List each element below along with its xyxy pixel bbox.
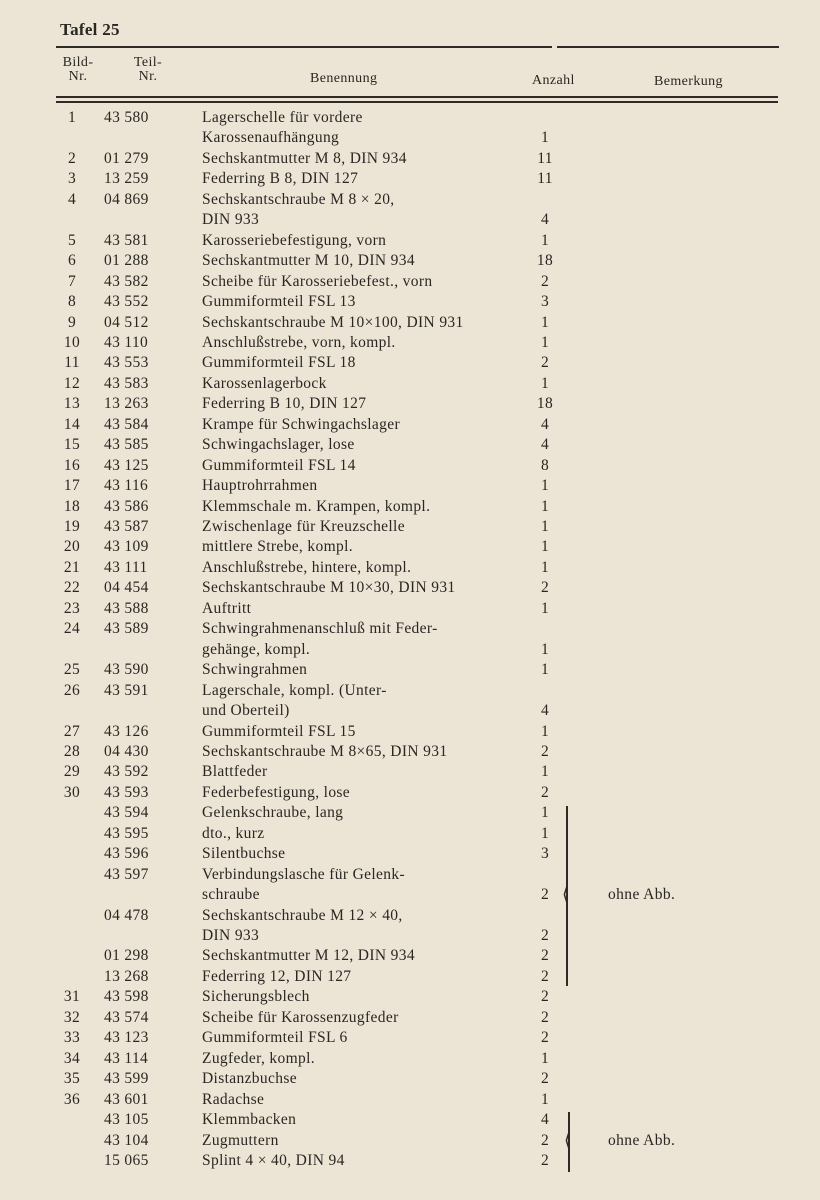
cell-benennung: Silentbuchse (202, 845, 286, 863)
header-bottom-rule (56, 96, 778, 98)
table-row (0, 803, 820, 823)
table-row (0, 456, 820, 476)
cell-bild-nr: 22 (63, 579, 81, 597)
cell-benennung: Klemmschale m. Krampen, kompl. (202, 497, 431, 515)
cell-benennung: Zugfeder, kompl. (202, 1049, 316, 1067)
cell-benennung: dto., kurz (202, 824, 265, 842)
cell-teil-nr: 43 553 (104, 354, 149, 372)
table-row (0, 353, 820, 373)
cell-bild-nr: 26 (63, 681, 81, 699)
table-row (0, 537, 820, 557)
table-row (0, 128, 820, 148)
cell-benennung: Sechskantschraube M 12 × 40, (202, 906, 403, 924)
table-row (0, 149, 820, 169)
cell-anzahl: 8 (540, 456, 550, 474)
cell-bild-nr: 7 (67, 272, 77, 290)
cell-bild-nr: 23 (63, 599, 81, 617)
table-row (0, 660, 820, 680)
cell-anzahl: 2 (540, 927, 550, 944)
cell-bild-nr: 29 (63, 763, 81, 781)
cell-benennung: Radachse (202, 1090, 265, 1108)
cell-benennung: Auftritt (202, 599, 252, 617)
table-row (0, 333, 820, 353)
cell-teil-nr: 43 552 (104, 293, 149, 311)
cell-teil-nr: 43 116 (104, 477, 149, 495)
cell-anzahl: 4 (540, 211, 550, 229)
table-row (0, 926, 820, 946)
cell-benennung: Lagerschale, kompl. (Unter- (202, 681, 387, 699)
cell-anzahl: 1 (540, 518, 550, 535)
cell-bild-nr: 13 (63, 395, 81, 413)
cell-teil-nr: 43 599 (104, 1070, 149, 1088)
brace-tip-1: ⟨ (562, 884, 570, 904)
cell-bild-nr: 27 (63, 722, 81, 740)
cell-bild-nr: 14 (63, 415, 81, 433)
cell-benennung: DIN 933 (202, 211, 260, 229)
table-row (0, 578, 820, 598)
cell-teil-nr: 43 585 (104, 436, 149, 454)
cell-anzahl: 1 (540, 661, 550, 679)
cell-anzahl: 2 (540, 783, 550, 801)
cell-teil-nr: 43 591 (104, 681, 149, 699)
cell-anzahl: 2 (540, 1008, 550, 1026)
cell-benennung: Hauptrohrrahmen (202, 477, 318, 495)
cell-benennung: gehänge, kompl. (202, 640, 311, 658)
header-bild: Bild- Nr. (62, 55, 94, 84)
cell-benennung: Karossenaufhängung (202, 129, 340, 147)
cell-benennung: mittlere Strebe, kompl. (202, 538, 353, 556)
table-row (0, 640, 820, 660)
cell-bild-nr: 9 (67, 313, 77, 331)
cell-teil-nr: 04 454 (104, 579, 149, 597)
cell-teil-nr: 43 601 (104, 1090, 149, 1108)
page-title: Tafel 25 (60, 20, 120, 39)
cell-anzahl: 4 (540, 415, 550, 433)
header-anzahl: Anzahl (532, 73, 575, 88)
cell-benennung: Federbefestigung, lose (202, 783, 351, 801)
cell-teil-nr: 01 298 (104, 947, 149, 965)
cell-anzahl: 1 (540, 231, 550, 249)
cell-benennung: Splint 4 × 40, DIN 94 (202, 1151, 345, 1169)
cell-anzahl: 2 (540, 1151, 550, 1169)
table-row (0, 374, 820, 394)
cell-benennung: schraube (202, 886, 260, 904)
table-row (0, 824, 820, 844)
cell-anzahl: 1 (540, 763, 550, 781)
cell-benennung: Anschlußstrebe, vorn, kompl. (202, 333, 396, 351)
cell-anzahl: 2 (540, 988, 550, 1006)
header-teil: Teil- Nr. (133, 55, 163, 84)
cell-teil-nr: 43 125 (104, 456, 149, 474)
cell-teil-nr: 43 596 (104, 845, 149, 863)
table-row (0, 1008, 820, 1028)
cell-teil-nr: 43 110 (104, 333, 149, 351)
cell-anzahl: 2 (540, 967, 550, 985)
cell-bild-nr: 20 (63, 538, 81, 556)
cell-benennung: Schwingachslager, lose (202, 436, 355, 454)
cell-teil-nr: 04 430 (104, 742, 149, 760)
cell-bild-nr: 4 (67, 190, 77, 208)
cell-anzahl: 2 (540, 1070, 550, 1088)
cell-teil-nr: 43 588 (104, 599, 149, 617)
cell-benennung: Blattfeder (202, 763, 268, 781)
cell-teil-nr: 43 590 (104, 661, 149, 679)
cell-benennung: Federring B 10, DIN 127 (202, 395, 367, 413)
cell-anzahl: 2 (540, 947, 550, 965)
table-row (0, 844, 820, 864)
cell-teil-nr: 43 594 (104, 804, 149, 822)
cell-benennung: Distanzbuchse (202, 1070, 297, 1088)
table-row (0, 906, 820, 926)
cell-benennung: Scheibe für Karossenzugfeder (202, 1008, 399, 1026)
cell-anzahl: 4 (540, 436, 550, 454)
cell-teil-nr: 04 869 (104, 190, 149, 208)
cell-teil-nr: 43 109 (104, 538, 149, 556)
cell-anzahl: 18 (536, 252, 554, 270)
cell-benennung: Verbindungslasche für Gelenk- (202, 865, 405, 883)
cell-teil-nr: 13 268 (104, 967, 149, 985)
cell-bild-nr: 15 (63, 436, 81, 454)
cell-benennung: Gelenkschraube, lang (202, 804, 344, 822)
cell-teil-nr: 43 598 (104, 988, 149, 1006)
cell-anzahl: 1 (540, 477, 550, 495)
cell-anzahl: 2 (540, 742, 550, 760)
cell-anzahl: 3 (540, 293, 550, 311)
cell-anzahl: 1 (540, 640, 550, 658)
cell-teil-nr: 13 259 (104, 170, 149, 188)
cell-anzahl: 1 (540, 804, 550, 822)
cell-bild-nr: 5 (67, 231, 77, 249)
cell-teil-nr: 43 104 (104, 1131, 149, 1149)
cell-teil-nr: 43 595 (104, 824, 149, 842)
cell-benennung: Gummiformteil FSL 18 (202, 354, 356, 372)
cell-anzahl: 2 (540, 272, 550, 290)
cell-benennung: Sechskantschraube M 10×30, DIN 931 (202, 579, 456, 597)
cell-bild-nr: 8 (67, 293, 77, 311)
table-row (0, 742, 820, 762)
cell-teil-nr: 43 586 (104, 497, 149, 515)
cell-teil-nr: 43 587 (104, 518, 149, 535)
table-row (0, 599, 820, 619)
cell-anzahl: 2 (540, 579, 550, 597)
cell-benennung: Sechskantschraube M 10×100, DIN 931 (202, 313, 464, 331)
cell-anzahl: 1 (540, 333, 550, 351)
cell-bild-nr: 18 (63, 497, 81, 515)
table-row (0, 762, 820, 782)
cell-anzahl: 1 (540, 722, 550, 740)
cell-teil-nr: 13 263 (104, 395, 149, 413)
cell-anzahl: 2 (540, 886, 550, 904)
cell-bild-nr: 1 (67, 109, 77, 126)
header-top-rule (56, 46, 552, 48)
cell-teil-nr: 15 065 (104, 1151, 149, 1169)
cell-teil-nr: 43 582 (104, 272, 149, 290)
cell-benennung: Scheibe für Karosseriebefest., vorn (202, 272, 433, 290)
cell-anzahl: 1 (540, 1049, 550, 1067)
cell-benennung: Schwingrahmenanschluß mit Feder- (202, 620, 438, 638)
cell-anzahl: 2 (540, 1029, 550, 1047)
cell-bild-nr: 17 (63, 477, 81, 495)
cell-bild-nr: 30 (63, 783, 81, 801)
cell-bild-nr: 3 (67, 170, 77, 188)
cell-anzahl: 2 (540, 1131, 550, 1149)
cell-bild-nr: 28 (63, 742, 81, 760)
cell-teil-nr: 43 597 (104, 865, 149, 883)
cell-bild-nr: 24 (63, 620, 81, 638)
cell-anzahl: 4 (540, 702, 550, 720)
header-benennung: Benennung (310, 71, 378, 86)
cell-bild-nr: 35 (63, 1070, 81, 1088)
remark-ohne-abb-2: ohne Abb. (608, 1132, 676, 1149)
cell-teil-nr: 01 288 (104, 252, 149, 270)
cell-bild-nr: 19 (63, 518, 81, 535)
cell-benennung: Zwischenlage für Kreuzschelle (202, 518, 405, 535)
cell-benennung: Klemmbacken (202, 1111, 297, 1129)
table-row (0, 1131, 820, 1151)
brace-tip-2: ⟨ (564, 1130, 572, 1150)
cell-teil-nr: 01 279 (104, 149, 149, 167)
table-row (0, 946, 820, 966)
cell-anzahl: 1 (540, 313, 550, 331)
cell-teil-nr: 43 581 (104, 231, 149, 249)
cell-anzahl: 1 (540, 1090, 550, 1108)
cell-bild-nr: 11 (64, 354, 80, 372)
cell-teil-nr: 43 589 (104, 620, 149, 638)
cell-anzahl: 1 (540, 824, 550, 842)
cell-benennung: Sicherungsblech (202, 988, 310, 1006)
cell-benennung: Sechskantmutter M 12, DIN 934 (202, 947, 415, 965)
cell-benennung: Sechskantmutter M 10, DIN 934 (202, 252, 415, 270)
table-row (0, 476, 820, 496)
table-row (0, 517, 820, 537)
cell-teil-nr: 43 583 (104, 374, 149, 392)
cell-benennung: Federring B 8, DIN 127 (202, 170, 359, 188)
cell-anzahl: 11 (537, 149, 553, 167)
cell-bild-nr: 36 (63, 1090, 81, 1108)
cell-bild-nr: 32 (63, 1008, 81, 1026)
remark-ohne-abb-1: ohne Abb. (608, 886, 676, 903)
cell-bild-nr: 10 (63, 333, 81, 351)
table-row (0, 1110, 820, 1130)
table-row (0, 1151, 820, 1171)
table-row (0, 435, 820, 455)
cell-anzahl: 1 (540, 497, 550, 515)
table-row (0, 292, 820, 312)
table-row (0, 619, 820, 639)
cell-anzahl: 1 (540, 374, 550, 392)
cell-benennung: Zugmuttern (202, 1131, 279, 1149)
cell-teil-nr: 04 512 (104, 313, 149, 331)
table-row (0, 231, 820, 251)
cell-benennung: Anschlußstrebe, hintere, kompl. (202, 558, 412, 576)
cell-anzahl: 3 (540, 845, 550, 863)
table-row (0, 497, 820, 517)
cell-anzahl: 11 (537, 170, 553, 188)
table-row (0, 272, 820, 292)
table-row (0, 1049, 820, 1069)
cell-bild-nr: 31 (63, 988, 81, 1006)
cell-bild-nr: 16 (63, 456, 81, 474)
cell-teil-nr: 43 592 (104, 763, 149, 781)
cell-teil-nr: 04 478 (104, 906, 149, 924)
cell-benennung: Gummiformteil FSL 6 (202, 1029, 348, 1047)
cell-benennung: Gummiformteil FSL 15 (202, 722, 356, 740)
cell-anzahl: 4 (540, 1111, 550, 1129)
table-row (0, 190, 820, 210)
header-bemerkung: Bemerkung (654, 74, 723, 89)
table-row (0, 783, 820, 803)
cell-benennung: Schwingrahmen (202, 661, 308, 679)
table-row (0, 967, 820, 987)
cell-benennung: Lagerschelle für vordere (202, 109, 363, 126)
table-row (0, 394, 820, 414)
cell-anzahl: 1 (540, 558, 550, 576)
cell-benennung: Sechskantschraube M 8×65, DIN 931 (202, 742, 448, 760)
table-row (0, 169, 820, 189)
cell-anzahl: 1 (540, 599, 550, 617)
cell-benennung: und Oberteil) (202, 702, 290, 720)
cell-benennung: Krampe für Schwingachslager (202, 415, 400, 433)
cell-benennung: Karosseriebefestigung, vorn (202, 231, 387, 249)
table-row (0, 885, 820, 905)
cell-teil-nr: 43 574 (104, 1008, 149, 1026)
table-row (0, 313, 820, 333)
table-row (0, 1069, 820, 1089)
table-row (0, 210, 820, 230)
cell-benennung: Federring 12, DIN 127 (202, 967, 352, 985)
cell-teil-nr: 43 114 (104, 1049, 149, 1067)
cell-teil-nr: 43 123 (104, 1029, 149, 1047)
table-row (0, 558, 820, 578)
cell-teil-nr: 43 105 (104, 1111, 149, 1129)
table-row (0, 1028, 820, 1048)
cell-bild-nr: 12 (63, 374, 81, 392)
table-row (0, 1090, 820, 1110)
cell-teil-nr: 43 580 (104, 109, 149, 126)
cell-benennung: Sechskantschraube M 8 × 20, (202, 190, 395, 208)
cell-benennung: DIN 933 (202, 927, 260, 944)
table-row (0, 415, 820, 435)
cell-bild-nr: 33 (63, 1029, 81, 1047)
cell-teil-nr: 43 584 (104, 415, 149, 433)
cell-bild-nr: 21 (63, 558, 81, 576)
header-top-rule-right (557, 46, 779, 48)
cell-teil-nr: 43 111 (104, 558, 148, 576)
cell-anzahl: 1 (540, 538, 550, 556)
header-bottom-rule-2 (56, 101, 778, 103)
cell-bild-nr: 6 (67, 252, 77, 270)
table-row (0, 987, 820, 1007)
cell-benennung: Sechskantmutter M 8, DIN 934 (202, 149, 407, 167)
cell-anzahl: 2 (540, 354, 550, 372)
table-row (0, 722, 820, 742)
cell-benennung: Gummiformteil FSL 14 (202, 456, 356, 474)
table-row (0, 251, 820, 271)
table-row (0, 681, 820, 701)
cell-benennung: Gummiformteil FSL 13 (202, 293, 356, 311)
table-row (0, 865, 820, 885)
table-row (0, 108, 820, 128)
cell-anzahl: 18 (536, 395, 554, 413)
cell-anzahl: 1 (540, 129, 550, 147)
cell-benennung: Karossenlagerbock (202, 374, 327, 392)
cell-bild-nr: 2 (67, 149, 77, 167)
cell-bild-nr: 34 (63, 1049, 81, 1067)
cell-bild-nr: 25 (63, 661, 81, 679)
table-row (0, 701, 820, 721)
cell-teil-nr: 43 593 (104, 783, 149, 801)
cell-teil-nr: 43 126 (104, 722, 149, 740)
